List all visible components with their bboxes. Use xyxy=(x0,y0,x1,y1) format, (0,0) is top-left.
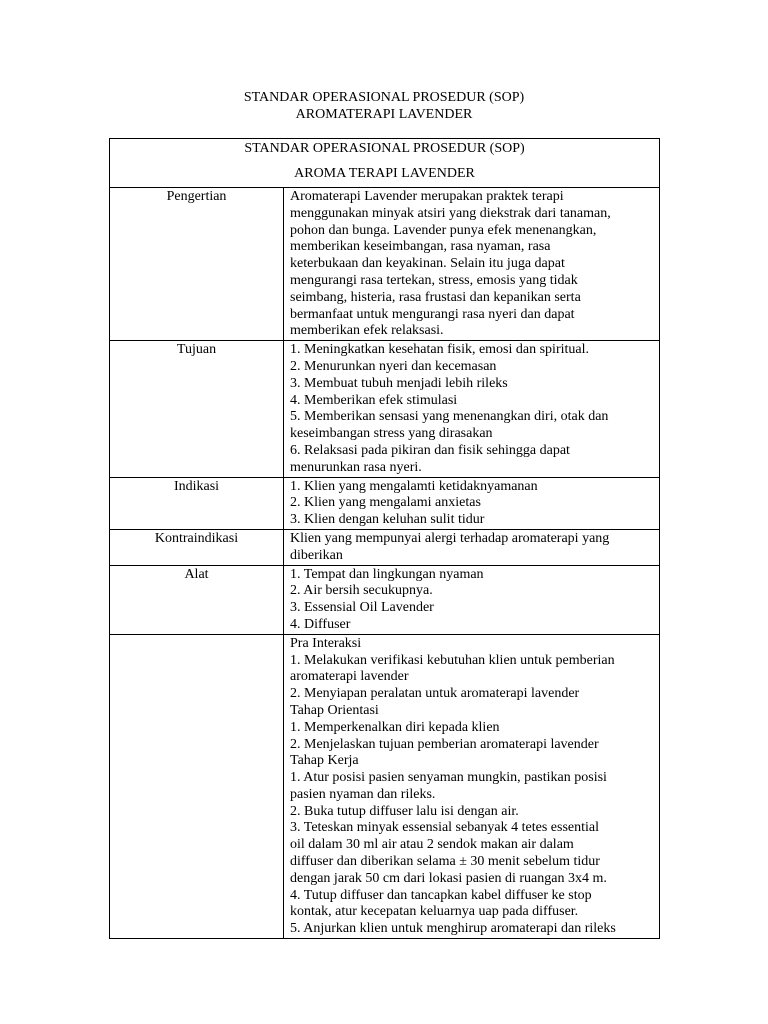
table-header-subtitle: AROMA TERAPI LAVENDER xyxy=(294,165,475,181)
row-content-line: 2. Air bersih secukupnya. xyxy=(290,583,433,599)
row-label-cell xyxy=(110,565,284,634)
row-content-line: 1. Tempat dan lingkungan nyaman xyxy=(290,566,484,582)
row-content-line: 4. Diffuser xyxy=(290,616,351,632)
row-content-line: kontak, atur kecepatan keluarnya uap pada diffuser. xyxy=(290,904,579,920)
row-label-cell xyxy=(110,634,284,938)
row-content-line: 1. Memperkenalkan diri kepada klien xyxy=(290,719,500,735)
row-content-line: 2. Klien yang mengalami anxietas xyxy=(290,495,481,511)
row-content-line: Tahap Orientasi xyxy=(290,702,379,718)
row-label-cell xyxy=(110,477,284,529)
table-row xyxy=(110,188,660,341)
document-subtitle: AROMATERAPI LAVENDER xyxy=(295,107,473,122)
row-content-line: 1. Klien yang mengalamti ketidaknyamanan xyxy=(290,478,538,494)
table-row xyxy=(110,529,660,565)
row-content-line: memberikan keseimbangan, rasa nyaman, rasa xyxy=(290,239,551,255)
row-label: Pengertian xyxy=(166,189,227,204)
row-content-line: Tahap Kerja xyxy=(290,753,359,769)
row-content-line: 6. Relaksasi pada pikiran dan fisik sehingga dapat xyxy=(290,442,570,458)
row-content-line: keterbukaan dan keyakinan. Selain itu juga dapat xyxy=(290,256,565,272)
row-content-line: memberikan efek relaksasi. xyxy=(290,323,444,339)
row-content-cell xyxy=(284,188,660,341)
row-content-line: mengurangi rasa tertekan, stress, emosis yang tidak xyxy=(290,272,578,288)
row-content-cell xyxy=(284,341,660,477)
row-content-cell xyxy=(284,477,660,529)
row-content-line: pohon dan bunga. Lavender punya efek menenangkan, xyxy=(290,222,597,238)
row-content-line: 2. Menyiapan peralatan untuk aromaterapi lavender xyxy=(290,686,580,702)
row-content-cell xyxy=(284,565,660,634)
row-content-line: 5. Memberikan sensasi yang menenangkan diri, otak dan xyxy=(290,409,609,425)
row-content-line: 3. Teteskan minyak essensial sebanyak 4 tetes essential xyxy=(290,820,600,836)
row-content-line: Pra Interaksi xyxy=(290,635,362,651)
table-header-cell xyxy=(110,139,660,188)
row-content-line: 3. Membuat tubuh menjadi lebih rileks xyxy=(290,375,508,391)
row-label-cell xyxy=(110,341,284,477)
row-content-line: 1. Meningkatkan kesehatan fisik, emosi dan spiritual. xyxy=(290,342,589,358)
row-label: Alat xyxy=(184,566,209,582)
row-content-line: oil dalam 30 ml air atau 2 sendok makan air dalam xyxy=(290,837,574,853)
row-label: Tujuan xyxy=(176,342,217,358)
row-label: Kontraindikasi xyxy=(154,530,239,546)
row-content-line: seimbang, histeria, rasa frustasi dan kepanikan serta xyxy=(290,289,581,305)
row-content-line: 1. Atur posisi pasien senyaman mungkin, pastikan posisi xyxy=(290,770,607,786)
row-content-line: 5. Anjurkan klien untuk menghirup aromaterapi dan rileks xyxy=(290,921,616,937)
row-content-line: pasien nyaman dan rileks. xyxy=(290,786,436,802)
table-row xyxy=(110,565,660,634)
row-content-line: menurunkan rasa nyeri. xyxy=(290,459,422,475)
row-content-line: 2. Menjelaskan tujuan pemberian aromaterapi lavender xyxy=(290,736,599,752)
row-content-line: bermanfaat untuk mengurangi rasa nyeri dan dapat xyxy=(290,306,575,322)
row-content-line: 2. Menurunkan nyeri dan kecemasan xyxy=(290,358,497,374)
row-content-line: 3. Klien dengan keluhan sulit tidur xyxy=(290,512,485,528)
row-content-line: Aromaterapi Lavender merupakan praktek terapi xyxy=(290,189,564,204)
table-header-row xyxy=(110,139,660,188)
document-title: STANDAR OPERASIONAL PROSEDUR (SOP) xyxy=(243,90,525,105)
row-content-line: menggunakan minyak atsiri yang diekstrak dari tanaman, xyxy=(290,205,611,221)
row-content-line: 4. Memberikan efek stimulasi xyxy=(290,392,458,408)
row-content-line: 1. Melakukan verifikasi kebutuhan klien untuk pemberian xyxy=(290,652,615,668)
row-content-line: aromaterapi lavender xyxy=(290,669,409,685)
sop-table xyxy=(109,138,660,939)
row-label-cell xyxy=(110,188,284,341)
row-content-cell xyxy=(284,634,660,938)
table-row xyxy=(110,634,660,938)
table-row xyxy=(110,341,660,477)
table-row xyxy=(110,477,660,529)
row-label: Indikasi xyxy=(173,478,220,494)
row-content-line: diberikan xyxy=(290,547,343,563)
row-content-line: keseimbangan stress yang dirasakan xyxy=(290,426,493,442)
row-content-line: 3. Essensial Oil Lavender xyxy=(290,600,434,616)
row-label-cell xyxy=(110,529,284,565)
row-content-cell xyxy=(284,529,660,565)
row-content-line: 4. Tutup diffuser dan tancapkan kabel diffuser ke stop xyxy=(290,887,592,903)
row-content-line: Klien yang mempunyai alergi terhadap aromaterapi yang xyxy=(290,530,610,546)
table-header-title: STANDAR OPERASIONAL PROSEDUR (SOP) xyxy=(244,141,525,156)
row-content-line: diffuser dan diberikan selama ± 30 menit sebelum tidur xyxy=(290,854,600,870)
row-content-line: dengan jarak 50 cm dari lokasi pasien di ruangan 3x4 m. xyxy=(290,870,607,886)
row-content-line: 2. Buka tutup diffuser lalu isi dengan air. xyxy=(290,803,519,819)
